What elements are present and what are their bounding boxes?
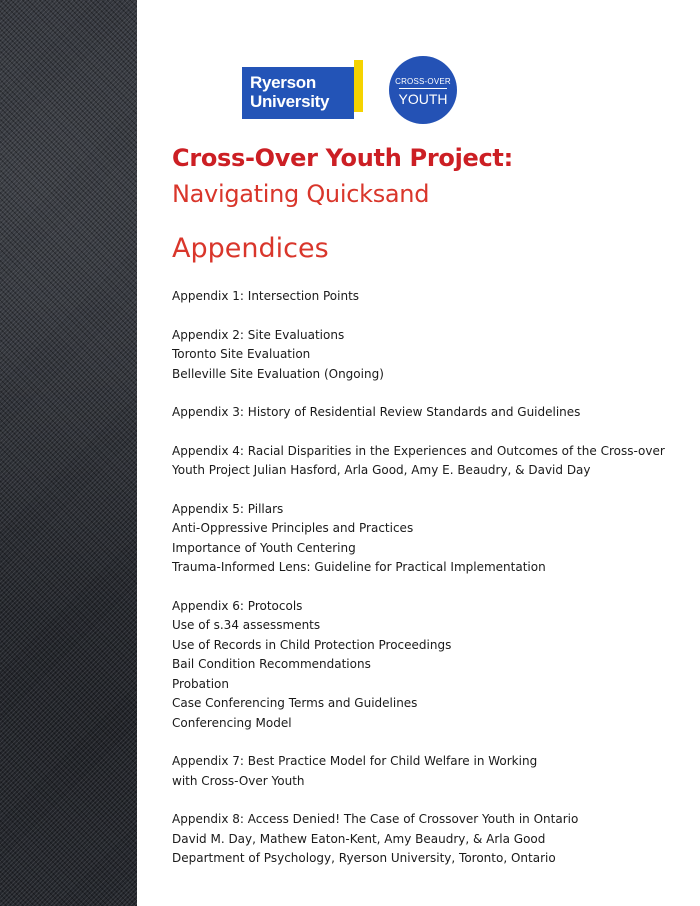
ryerson-logo-line1: Ryerson: [250, 73, 316, 92]
crossover-youth-logo: [389, 56, 457, 124]
appendix-title: Appendix 2: Site Evaluations: [172, 327, 345, 342]
crossover-logo-bottom-text: YOUTH: [398, 91, 448, 107]
appendix-title: Appendix 6: Protocols: [172, 598, 303, 613]
denim-texture-panel: [0, 0, 137, 906]
appendix-item: Toronto Site Evaluation: [172, 347, 311, 361]
appendix-title: Appendix 4: Racial Disparities in the Experiences and Outcomes of the Cross-over: [172, 443, 665, 458]
appendix-item: Youth Project Julian Hasford, Arla Good, Amy E. Beaudry, & David Day: [172, 463, 591, 477]
appendix-item: Probation: [172, 676, 229, 691]
appendix-item: Use of s.34 assessments: [172, 618, 321, 632]
appendix-group: [172, 403, 677, 423]
appendix-item: Importance of Youth Centering: [172, 540, 356, 555]
appendix-group: [172, 810, 677, 869]
appendix-item: Conferencing Model: [172, 715, 292, 730]
crossover-logo-divider: [399, 88, 447, 89]
appendix-item: Belleville Site Evaluation (Ongoing): [172, 366, 384, 381]
appendices-heading: Appendices: [172, 233, 329, 264]
appendix-group: [172, 500, 677, 578]
appendix-group: [172, 597, 677, 734]
appendix-group: [172, 752, 677, 791]
crossover-logo-top-text: CROSS-OVER: [395, 77, 451, 86]
appendix-item: with Cross-Over Youth: [172, 773, 305, 788]
document-subtitle: Navigating Quicksand: [172, 180, 430, 208]
appendix-group: [172, 326, 677, 385]
ryerson-logo-yellow-bar: [354, 60, 363, 112]
appendix-item: David M. Day, Mathew Eaton-Kent, Amy Beaudry, & Arla Good: [172, 831, 546, 846]
appendix-title: Appendix 1: Intersection Points: [172, 289, 360, 303]
appendix-item: Trauma-Informed Lens: Guideline for Practical Implementation: [172, 560, 546, 574]
appendix-item: Bail Condition Recommendations: [172, 657, 371, 671]
appendix-item: Case Conferencing Terms and Guidelines: [172, 696, 418, 710]
appendix-item: Department of Psychology, Ryerson University, Toronto, Ontario: [172, 851, 556, 865]
appendix-group: [172, 287, 677, 307]
ryerson-university-logo: [242, 67, 366, 119]
ryerson-logo-box: [242, 67, 354, 119]
appendix-title: Appendix 7: Best Practice Model for Child Welfare in Working: [172, 754, 538, 768]
appendix-group: [172, 442, 677, 481]
appendix-item: Anti-Oppressive Principles and Practices: [172, 521, 414, 535]
appendix-title: Appendix 8: Access Denied! The Case of Crossover Youth in Ontario: [172, 812, 579, 826]
appendix-list: [172, 287, 677, 888]
ryerson-logo-line2: University: [250, 92, 330, 111]
appendix-item: Use of Records in Child Protection Proceedings: [172, 637, 452, 652]
appendix-title: Appendix 3: History of Residential Review Standards and Guidelines: [172, 405, 581, 419]
appendix-title: Appendix 5: Pillars: [172, 501, 284, 516]
document-title: Cross-Over Youth Project:: [172, 144, 513, 172]
